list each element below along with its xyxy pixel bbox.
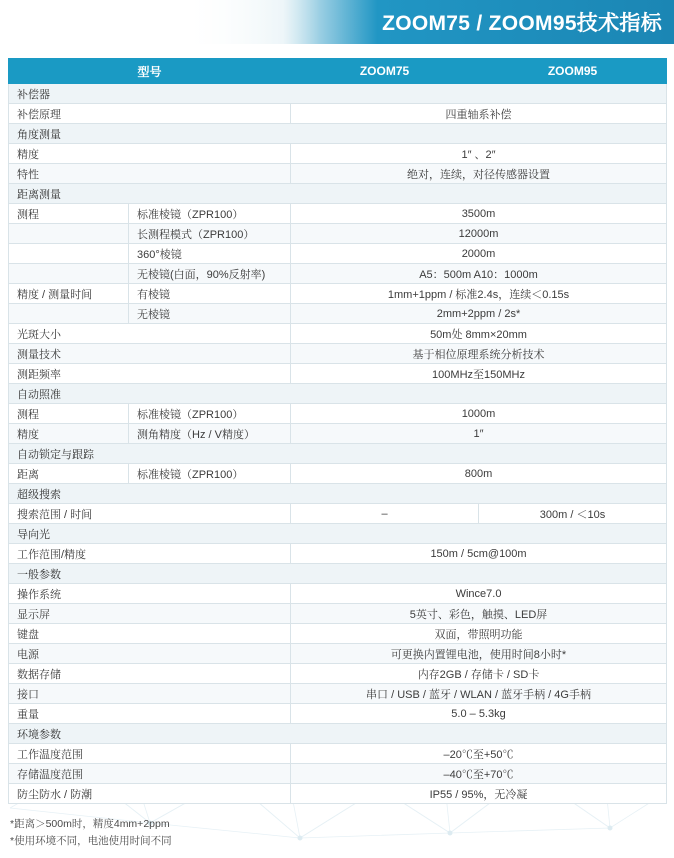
row-value: 四重轴系补偿	[291, 104, 667, 124]
row-sublabel: 长测程模式（ZPR100）	[129, 224, 291, 244]
section-label: 导向光	[9, 524, 667, 544]
row-value: 基于相位原理系统分析技术	[291, 344, 667, 364]
table-header-row	[9, 59, 667, 84]
row-label: 特性	[9, 164, 291, 184]
row-sublabel: 测角精度（Hz / V精度）	[129, 424, 291, 444]
section-label: 距离测量	[9, 184, 667, 204]
table-section-row	[9, 124, 667, 144]
row-value-zoom75: –	[291, 504, 479, 524]
row-label: 精度	[9, 144, 291, 164]
table-row	[9, 424, 667, 444]
header-fade-overlay	[0, 0, 320, 44]
section-label: 自动照准	[9, 384, 667, 404]
row-value: 双面，带照明功能	[291, 624, 667, 644]
section-label: 超级搜索	[9, 484, 667, 504]
col-header-model: 型号	[9, 59, 291, 84]
row-value: 内存2GB / 存储卡 / SD卡	[291, 664, 667, 684]
spec-table	[8, 58, 667, 804]
row-value: 5.0 – 5.3kg	[291, 704, 667, 724]
footnote-1: *距离＞500m时，精度4mm+2ppm	[10, 818, 170, 830]
row-label: 补偿原理	[9, 104, 291, 124]
row-label: 精度	[9, 424, 129, 444]
table-row	[9, 144, 667, 164]
row-label: 防尘防水 / 防潮	[9, 784, 291, 804]
table-row	[9, 544, 667, 564]
table-section-row	[9, 524, 667, 544]
table-section-row	[9, 444, 667, 464]
row-value: 5英寸、彩色，触摸、LED屏	[291, 604, 667, 624]
row-value: 绝对，连续，对径传感器设置	[291, 164, 667, 184]
table-row	[9, 304, 667, 324]
table-section-row	[9, 484, 667, 504]
row-sublabel: 标准棱镜（ZPR100）	[129, 464, 291, 484]
table-row	[9, 284, 667, 304]
section-label: 角度测量	[9, 124, 667, 144]
row-sublabel: 标准棱镜（ZPR100）	[129, 204, 291, 224]
table-row	[9, 344, 667, 364]
row-label: 操作系统	[9, 584, 291, 604]
footnote-2: *使用环境不同，电池使用时间不同	[10, 835, 172, 847]
table-row	[9, 204, 667, 224]
row-value: Wince7.0	[291, 584, 667, 604]
row-value: 150m / 5cm@100m	[291, 544, 667, 564]
row-label: 测程	[9, 404, 129, 424]
row-value: 1″	[291, 424, 667, 444]
row-label: 存储温度范围	[9, 764, 291, 784]
row-value: A5：500m A10：1000m	[291, 264, 667, 284]
table-row	[9, 664, 667, 684]
row-value: 50m处 8mm×20mm	[291, 324, 667, 344]
row-value: 1″ 、2″	[291, 144, 667, 164]
row-value: IP55 / 95%，无冷凝	[291, 784, 667, 804]
row-value: 2000m	[291, 244, 667, 264]
table-row	[9, 164, 667, 184]
row-label: 接口	[9, 684, 291, 704]
table-row	[9, 764, 667, 784]
row-value: 100MHz至150MHz	[291, 364, 667, 384]
row-value-zoom95: 300m / ＜10s	[479, 504, 667, 524]
table-row	[9, 404, 667, 424]
table-row	[9, 104, 667, 124]
table-row	[9, 644, 667, 664]
row-label	[9, 264, 129, 284]
row-value: 1mm+1ppm / 标准2.4s，连续＜0.15s	[291, 284, 667, 304]
row-label: 光斑大小	[9, 324, 291, 344]
row-sublabel: 有棱镜	[129, 284, 291, 304]
table-row	[9, 684, 667, 704]
row-value: –20℃至+50℃	[291, 744, 667, 764]
row-label: 距离	[9, 464, 129, 484]
section-label: 环境参数	[9, 724, 667, 744]
page-header	[0, 0, 674, 44]
section-label: 一般参数	[9, 564, 667, 584]
row-value: 可更换内置锂电池，使用时间8小时*	[291, 644, 667, 664]
table-row	[9, 584, 667, 604]
row-label	[9, 304, 129, 324]
spec-table-container	[0, 44, 674, 804]
table-section-row	[9, 184, 667, 204]
row-value: 1000m	[291, 404, 667, 424]
row-label	[9, 224, 129, 244]
row-label	[9, 244, 129, 264]
table-section-row	[9, 564, 667, 584]
row-label: 搜索范围 / 时间	[9, 504, 291, 524]
row-label: 精度 / 测量时间	[9, 284, 129, 304]
row-sublabel: 标准棱镜（ZPR100）	[129, 404, 291, 424]
table-row	[9, 364, 667, 384]
row-label: 测距频率	[9, 364, 291, 384]
row-sublabel: 无棱镜(白面，90%反射率)	[129, 264, 291, 284]
row-label: 重量	[9, 704, 291, 724]
table-row	[9, 504, 667, 524]
table-row	[9, 704, 667, 724]
footnotes	[10, 816, 172, 850]
row-label: 电源	[9, 644, 291, 664]
row-value: 2mm+2ppm / 2s*	[291, 304, 667, 324]
col-header-zoom95: ZOOM95	[479, 59, 667, 84]
row-label: 测量技术	[9, 344, 291, 364]
table-row	[9, 604, 667, 624]
row-label: 工作温度范围	[9, 744, 291, 764]
section-label: 自动锁定与跟踪	[9, 444, 667, 464]
table-row	[9, 244, 667, 264]
row-value: –40℃至+70℃	[291, 764, 667, 784]
row-label: 工作范围/精度	[9, 544, 291, 564]
table-row	[9, 784, 667, 804]
table-row	[9, 624, 667, 644]
table-row	[9, 324, 667, 344]
row-value: 800m	[291, 464, 667, 484]
section-label: 补偿器	[9, 84, 667, 104]
row-label: 测程	[9, 204, 129, 224]
row-sublabel: 360°棱镜	[129, 244, 291, 264]
table-section-row	[9, 84, 667, 104]
row-sublabel: 无棱镜	[129, 304, 291, 324]
table-section-row	[9, 384, 667, 404]
table-row	[9, 464, 667, 484]
table-body	[9, 84, 667, 804]
row-value: 12000m	[291, 224, 667, 244]
col-header-zoom75: ZOOM75	[291, 59, 479, 84]
table-row	[9, 224, 667, 244]
table-row	[9, 744, 667, 764]
table-row	[9, 264, 667, 284]
row-value: 3500m	[291, 204, 667, 224]
row-label: 键盘	[9, 624, 291, 644]
row-value: 串口 / USB / 蓝牙 / WLAN / 蓝牙手柄 / 4G手柄	[291, 684, 667, 704]
row-label: 显示屏	[9, 604, 291, 624]
page-title: ZOOM75 / ZOOM95技术指标	[382, 12, 662, 35]
row-label: 数据存储	[9, 664, 291, 684]
table-section-row	[9, 724, 667, 744]
